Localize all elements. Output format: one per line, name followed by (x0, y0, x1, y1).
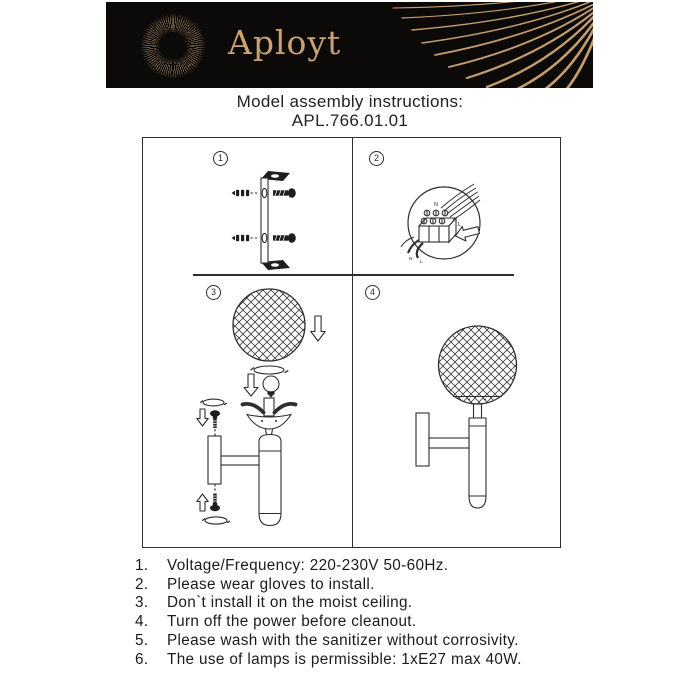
step1-bracket-diagram (232, 171, 296, 270)
item-text: The use of lamps is permissible: 1xE27 max 40W. (167, 650, 522, 668)
arm-icon (221, 456, 259, 465)
step2-marker: 2 (369, 151, 384, 166)
wire-label-l: L (458, 222, 462, 228)
globe-shade-icon (233, 289, 305, 361)
outgoing-wires-icon (408, 240, 423, 258)
item-number: 6. (135, 650, 149, 668)
down-arrow-icon (311, 316, 325, 341)
assembly-diagram-svg (143, 138, 562, 549)
screw-icon (273, 188, 296, 243)
step3-marker: 3 (206, 285, 221, 300)
brand-banner (106, 2, 593, 88)
list-item (135, 613, 595, 632)
item-number: 1. (135, 557, 149, 574)
down-arrow-icon (197, 409, 208, 426)
wire-label-n2: N (409, 257, 413, 262)
down-arrow-icon (244, 374, 258, 396)
assembly-diagram-box (142, 137, 561, 548)
item-text: Please wash with the sanitizer without corrosivity. (167, 631, 519, 649)
arm-icon (429, 438, 469, 448)
item-number: 2. (135, 575, 149, 593)
lamp-body-icon (259, 435, 281, 526)
page-title: Model assembly instructions: (236, 92, 464, 111)
wall-plate-icon (416, 413, 429, 466)
step4-marker: 4 (365, 285, 380, 300)
step2-wiring-diagram (401, 184, 480, 265)
rays-decoration-icon (388, 2, 593, 88)
item-text: Don`t install it on the moist ceiling. (167, 594, 413, 612)
model-number: APL.766.01.01 (291, 111, 409, 130)
wire-label-n: N (434, 202, 438, 208)
fixture-bowl-icon (247, 415, 291, 430)
list-item (135, 651, 595, 670)
item-number: 5. (135, 631, 149, 649)
instruction-list (135, 557, 595, 669)
step4-assembled-diagram (416, 326, 517, 508)
title-block (0, 92, 700, 130)
item-text: Voltage/Frequency: 220-230V 50-60Hz. (167, 557, 449, 574)
anchor-icon (232, 190, 250, 241)
list-item (135, 557, 595, 576)
rotate-arrow-icon (202, 517, 230, 524)
list-item (135, 632, 595, 651)
globe-shade-icon (439, 326, 517, 404)
item-text: Please wear gloves to install. (167, 575, 375, 593)
item-number: 4. (135, 613, 149, 631)
screw-icon (210, 410, 220, 428)
item-text: Turn off the power before cleanout. (167, 613, 417, 631)
list-item (135, 576, 595, 595)
list-item (135, 594, 595, 613)
wire-label-l2: L (420, 260, 423, 265)
brand-name: Aployt (228, 23, 342, 62)
bulb-icon (263, 376, 279, 398)
sunburst-logo-icon (131, 4, 215, 88)
step1-marker: 1 (213, 151, 228, 166)
rotate-arrow-icon (251, 366, 289, 374)
lamp-body-icon (469, 418, 486, 508)
item-number: 3. (135, 594, 149, 612)
step3-assembly-diagram (197, 289, 325, 526)
rotate-arrow-icon (200, 399, 227, 406)
up-arrow-icon (197, 494, 208, 511)
wall-plate-icon (208, 436, 221, 484)
